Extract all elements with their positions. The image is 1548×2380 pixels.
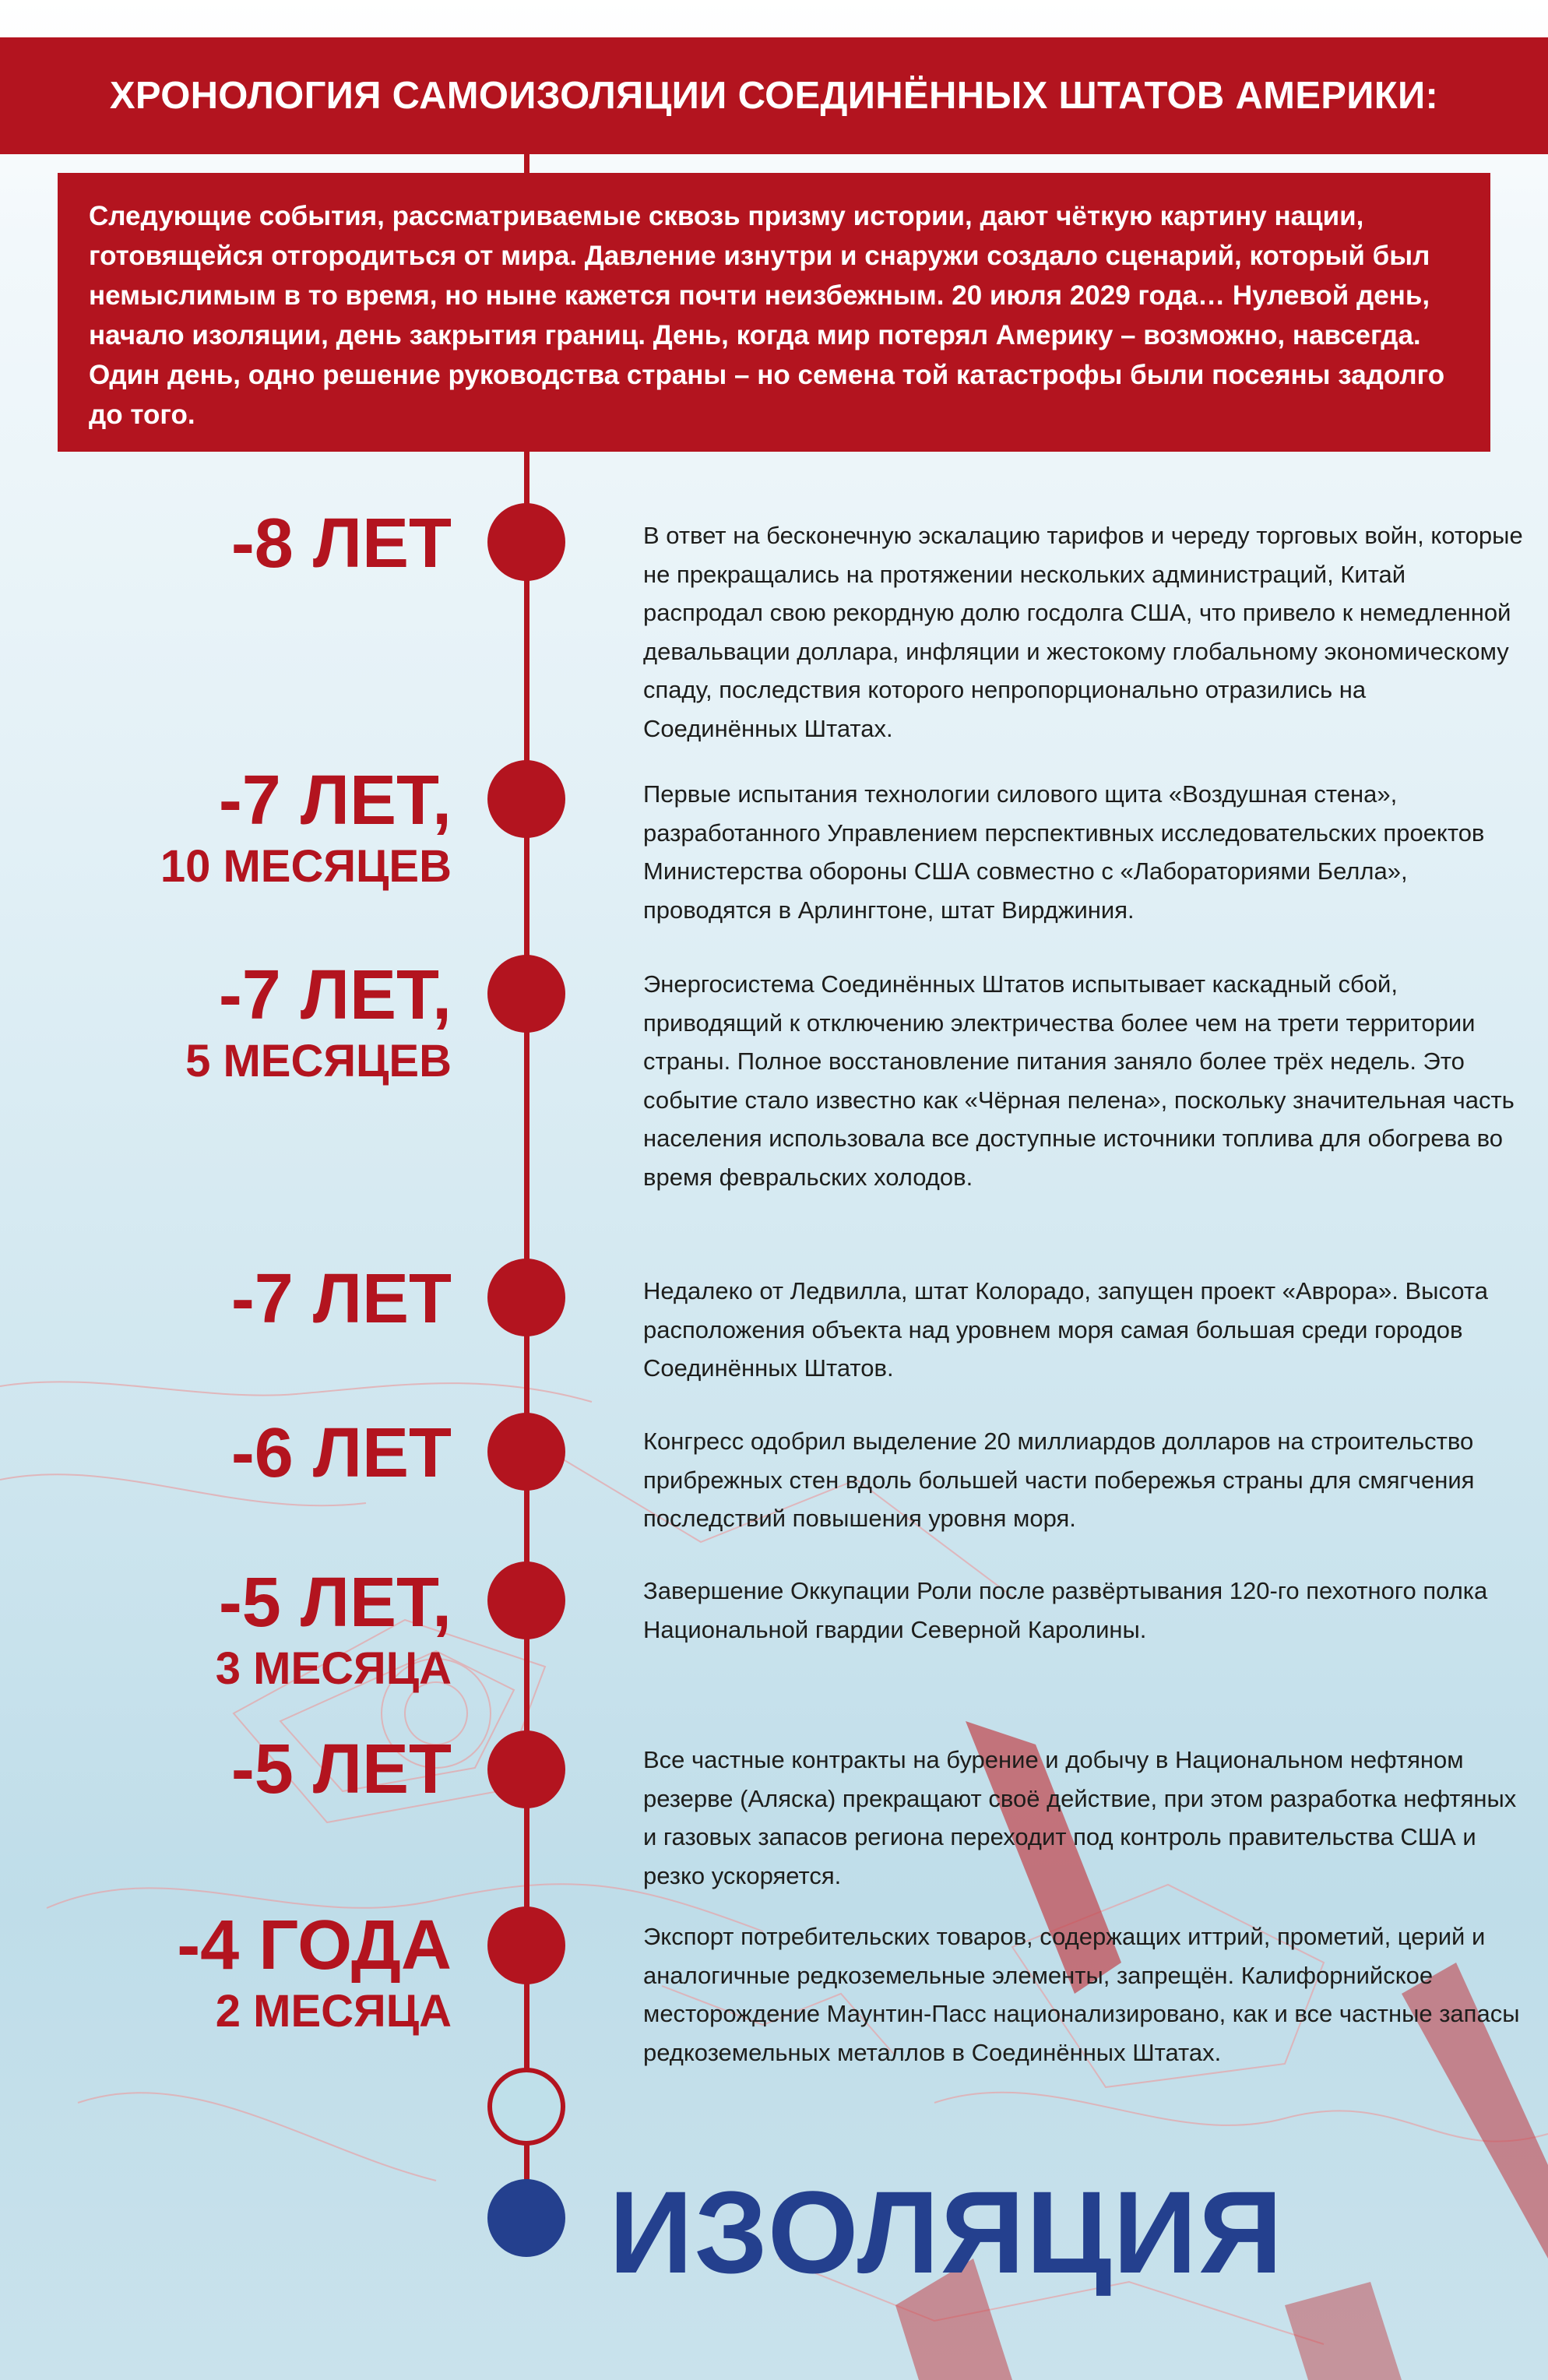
- timeline-label-main: -6 ЛЕТ: [230, 1414, 452, 1492]
- timeline-label-main: -4 ГОДА: [177, 1906, 452, 1984]
- timeline-label: [177, 1906, 452, 2039]
- timeline-dot: [487, 1259, 565, 1336]
- timeline-dot: [487, 760, 565, 838]
- timeline-description: Конгресс одобрил выделение 20 миллиардов долларов на строительство прибрежных стен вдоль большей части побережья страны для смягчения последствий повышения уровня моря.: [643, 1428, 1475, 1532]
- timeline-description: Недалеко от Ледвилла, штат Колорадо, запущен проект «Аврора». Высота расположения объекта над уровнем моря самая большая среди городов Соединённых Штатов.: [643, 1277, 1488, 1382]
- final-dot: [487, 2179, 565, 2257]
- timeline-label: [231, 505, 452, 583]
- timeline-label-main: -7 ЛЕТ,: [218, 762, 452, 840]
- timeline-description: Экспорт потребительских товаров, содержащих иттрий, прометий, церий и аналогичные редкоземельные элементы, запрещён. Калифорнийское месторождение Маунтин-Пасс национализировано, как и все частные запасы редкоземельных металлов в Соединённых Штатах.: [643, 1923, 1520, 2066]
- page-title: ХРОНОЛОГИЯ САМОИЗОЛЯЦИИ СОЕДИНЁННЫХ ШТАТОВ АМЕРИКИ:: [109, 75, 1439, 117]
- timeline-label-sub: 2 МЕСЯЦА: [215, 1986, 452, 2037]
- timeline-dot: [487, 1906, 565, 1984]
- timeline-label: [216, 1564, 452, 1696]
- timeline-dot: [487, 1730, 565, 1808]
- timeline-label-sub: 5 МЕСЯЦЕВ: [185, 1036, 452, 1086]
- timeline-label: [231, 1260, 452, 1338]
- timeline-description: В ответ на бесконечную эскалацию тарифов и череду торговых войн, которые не прекращались на протяжении нескольких администраций, Китай распродал свою рекордную долю госдолга США, что привело к немедленной девальвации доллара, инфляции и жестокому глобальному экономическому спаду, последствия которого непропорционально отразились на Соединённых Штатах.: [643, 522, 1523, 742]
- timeline-description: Энергосистема Соединённых Штатов испытывает каскадный сбой, приводящий к отключению электричества более чем на трети территории страны. Полное восстановление питания заняло более трёх недель. Это событие стало известно как «Чёрная пелена», поскольку значительная часть населения использовала все доступные источники топлива для обогрева во время февральских холодов.: [643, 970, 1515, 1191]
- timeline-label-sub: 3 МЕСЯЦА: [215, 1643, 452, 1694]
- timeline-label: [185, 956, 452, 1089]
- timeline-label: [160, 762, 452, 894]
- timeline-description: Завершение Оккупации Роли после развёртывания 120-го пехотного полка Национальной гвардии Северной Каролины.: [643, 1577, 1488, 1643]
- timeline-dot: [487, 503, 565, 581]
- timeline-description: Все частные контракты на бурение и добычу в Национальном нефтяном резерве (Аляска) прекращают своё действие, при этом разработка нефтяных и газовых запасов региона переходит под контроль правительства США и резко ускоряется.: [643, 1746, 1517, 1889]
- timeline-dot: [487, 1561, 565, 1639]
- timeline-spine: [524, 154, 529, 2210]
- timeline-label: [231, 1730, 452, 1808]
- timeline-label-sub: 10 МЕСЯЦЕВ: [160, 841, 452, 892]
- intro-box: [58, 173, 1490, 452]
- timeline-description: Первые испытания технологии силового щита «Воздушная стена», разработанного Управлением перспективных исследовательских проектов Министерства обороны США совместно с «Лабораториями Белла», проводятся в Арлингтоне, штат Вирджиния.: [643, 780, 1485, 924]
- timeline-label-main: -7 ЛЕТ,: [218, 956, 452, 1034]
- timeline-label-main: -7 ЛЕТ: [230, 1260, 452, 1338]
- timeline-label-main: -5 ЛЕТ,: [218, 1564, 452, 1642]
- timeline-dot: [487, 955, 565, 1033]
- intro-text: Следующие события, рассматриваемые сквозь призму истории, дают чёткую картину нации, готовящейся отгородиться от мира. Давление изнутри и снаружи создало сценарий, который был немыслимым в то время, но ныне кажется почти неизбежным. 20 июля 2029 года… Нулевой день, начало изоляции, день закрытия границ. День, когда мир потерял Америку – возможно, навсегда. Один день, одно решение руководства страны – но семена той катастрофы были посеяны задолго до того.: [89, 201, 1445, 430]
- timeline-label-main: -8 ЛЕТ: [230, 505, 452, 583]
- final-label: ИЗОЛЯЦИЯ: [609, 2167, 1285, 2297]
- timeline-label-main: -5 ЛЕТ: [230, 1730, 452, 1808]
- timeline-label: [231, 1414, 452, 1492]
- timeline-dot: [487, 1413, 565, 1491]
- timeline-dot-hollow: [487, 2068, 565, 2146]
- page-header: [0, 37, 1548, 154]
